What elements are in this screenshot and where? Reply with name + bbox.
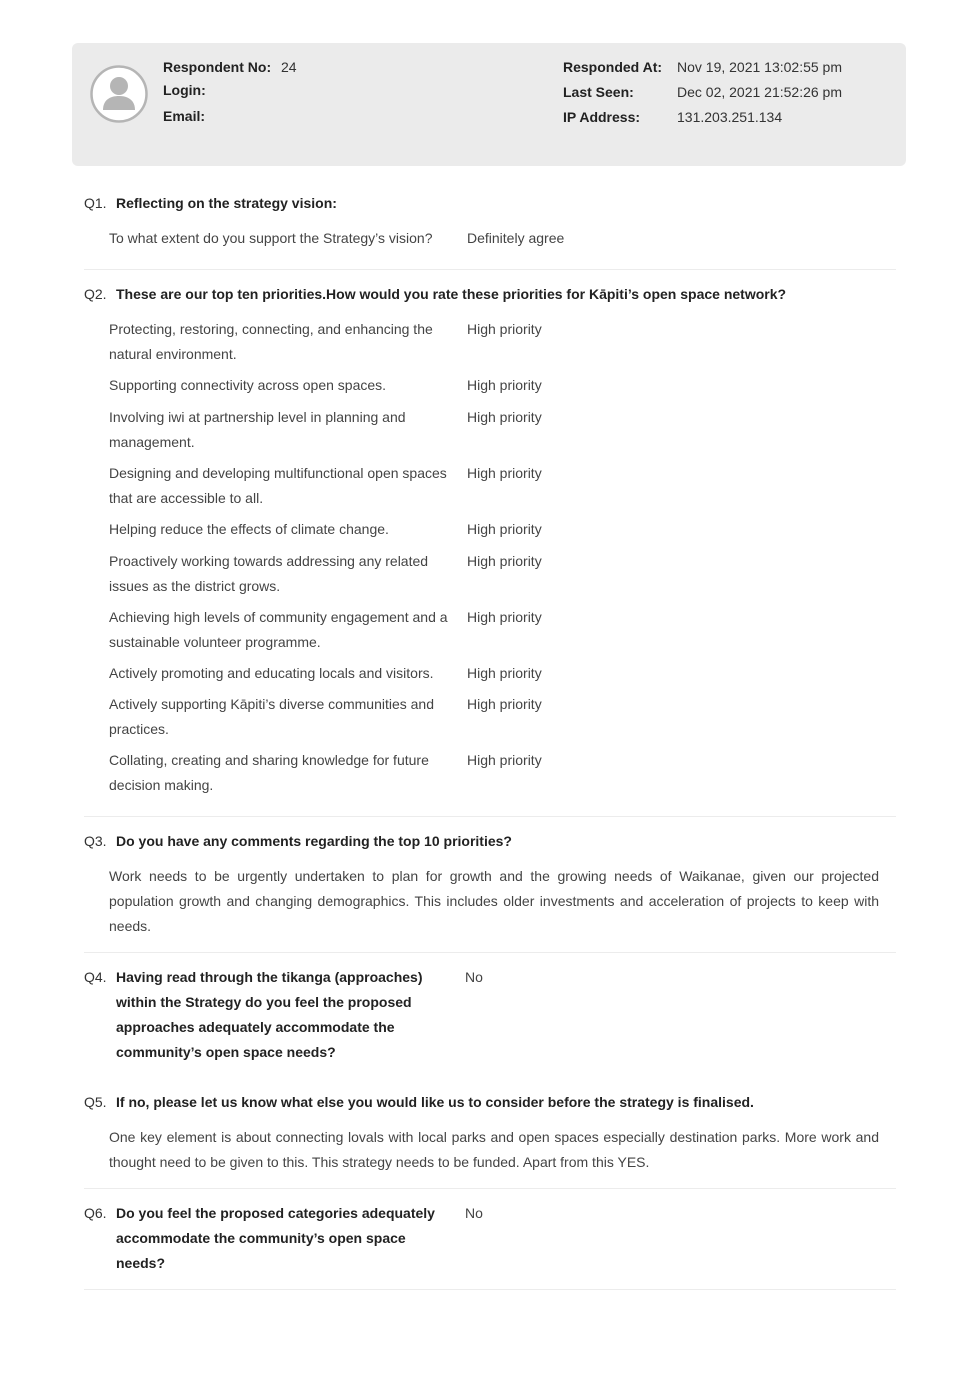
question-title: Reflecting on the strategy vision: <box>116 195 337 211</box>
row-label: Designing and developing multifunctional open spaces that are accessible to all. <box>109 465 447 506</box>
divider <box>84 269 896 270</box>
responded-at-row <box>563 58 662 76</box>
question-4 <box>84 965 896 1065</box>
row-value: High priority <box>467 465 542 481</box>
row-label: Achieving high levels of community engagement and a sustainable volunteer programme. <box>109 609 448 650</box>
answer-text: Work needs to be urgently undertaken to plan for growth and the growing needs of Waikanae, given our projected population growth and changing demographics. This includes older investments and acceleration of projects to keep with needs. <box>109 868 879 934</box>
last-seen-row <box>563 83 634 101</box>
user-avatar-icon <box>90 65 148 123</box>
last-seen-value-wrap <box>677 83 842 101</box>
row-value: High priority <box>467 377 542 393</box>
responded-at-value: Nov 19, 2021 13:02:55 pm <box>677 59 843 75</box>
question-5 <box>84 1090 896 1180</box>
answer-text: One key element is about connecting lovals with local parks and open spaces especially destination parks. More work and thought need to be given to this. This strategy needs to be funded. Apart from this YES. <box>109 1129 879 1170</box>
row-label: Helping reduce the effects of climate change. <box>109 521 389 537</box>
question-title: Having read through the tikanga (approaches) within the Strategy do you feel the proposed approaches adequately accommodate the community’s open space needs? <box>116 969 423 1060</box>
question-number: Q3. <box>84 833 107 849</box>
question-6 <box>84 1201 896 1281</box>
respondent-number-row <box>163 58 297 76</box>
question-title: Do you have any comments regarding the top 10 priorities? <box>116 833 512 849</box>
row-label: To what extent do you support the Strategy’s vision? <box>109 230 433 246</box>
question-number: Q1. <box>84 195 107 211</box>
row-label: Actively supporting Kāpiti’s diverse communities and practices. <box>109 696 435 737</box>
respondent-number-value: 24 <box>281 59 297 75</box>
row-value: High priority <box>467 553 542 569</box>
last-seen-label: Last Seen: <box>563 84 634 100</box>
row-label: Proactively working towards addressing any related issues as the district grows. <box>109 553 429 594</box>
answer-value: No <box>465 969 483 985</box>
row-value: High priority <box>467 321 542 337</box>
login-label: Login: <box>163 82 206 98</box>
row-label: Collating, creating and sharing knowledge for future decision making. <box>109 752 429 793</box>
last-seen-value: Dec 02, 2021 21:52:26 pm <box>677 84 843 100</box>
email-label: Email: <box>163 108 206 124</box>
divider <box>84 952 896 953</box>
row-label: Protecting, restoring, connecting, and enhancing the natural environment. <box>109 321 433 362</box>
ip-address-value: 131.203.251.134 <box>677 109 783 125</box>
login-row <box>163 81 206 99</box>
row-value: High priority <box>467 665 542 681</box>
question-title: If no, please let us know what else you would like us to consider before the strategy is finalised. <box>116 1094 754 1110</box>
row-value: High priority <box>467 696 542 712</box>
ip-address-row <box>563 108 640 126</box>
question-number: Q4. <box>84 969 107 985</box>
divider <box>84 1188 896 1189</box>
row-value: High priority <box>467 609 542 625</box>
question-number: Q5. <box>84 1094 107 1110</box>
question-3 <box>84 829 896 939</box>
divider <box>84 1289 896 1290</box>
row-value: Definitely agree <box>467 230 565 246</box>
row-label: Supporting connectivity across open spaces. <box>109 377 387 393</box>
row-label: Actively promoting and educating locals and visitors. <box>109 665 434 681</box>
question-title: Do you feel the proposed categories adequately accommodate the community’s open space needs? <box>116 1205 435 1271</box>
responded-at-value-wrap <box>677 58 842 76</box>
ip-address-value-wrap <box>677 108 782 126</box>
row-value: High priority <box>467 409 542 425</box>
responded-at-label: Responded At: <box>563 59 663 75</box>
question-2 <box>84 282 896 802</box>
question-number: Q2. <box>84 286 107 302</box>
answer-value: No <box>465 1205 483 1221</box>
question-title: These are our top ten priorities.How would you rate these priorities for Kāpiti’s open space network? <box>116 286 787 302</box>
respondent-header <box>72 43 906 166</box>
row-value: High priority <box>467 521 542 537</box>
email-row <box>163 107 205 125</box>
question-1 <box>84 191 896 251</box>
row-value: High priority <box>467 752 542 768</box>
row-label: Involving iwi at partnership level in planning and management. <box>109 409 406 450</box>
respondent-number-label: Respondent No: <box>163 59 272 75</box>
question-number: Q6. <box>84 1205 107 1221</box>
ip-address-label: IP Address: <box>563 109 641 125</box>
divider <box>84 816 896 817</box>
